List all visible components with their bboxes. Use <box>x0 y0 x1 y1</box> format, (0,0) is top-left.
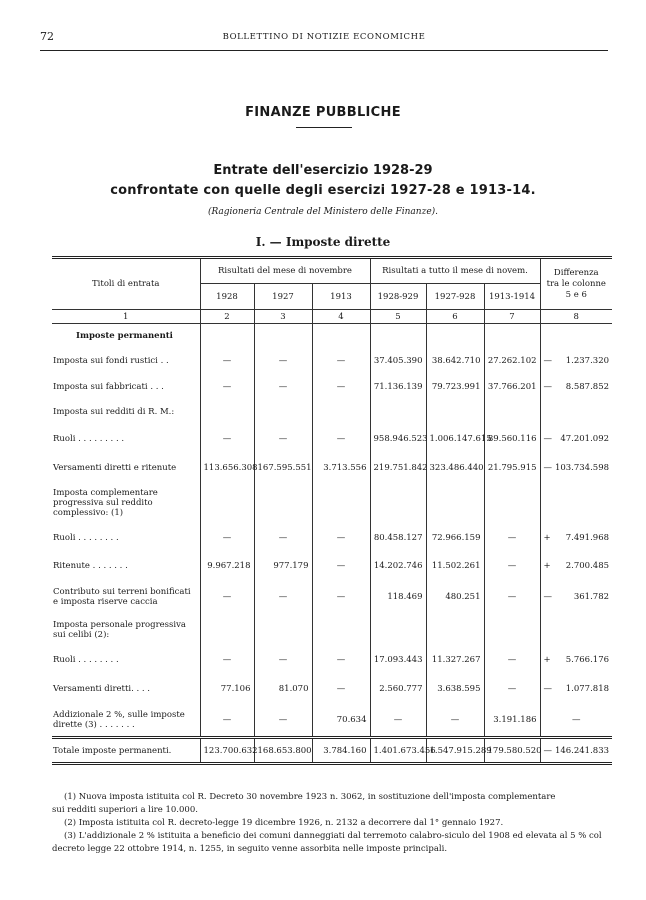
total-label: Totale imposte permanenti. <box>52 738 200 764</box>
cell-value: — <box>200 580 254 614</box>
cell-value: — <box>200 348 254 374</box>
cell-value: — <box>312 674 370 704</box>
total-value: 179.580.520 <box>484 738 540 764</box>
cell-value: — <box>254 348 312 374</box>
cell-value <box>254 482 312 524</box>
diff-value <box>544 684 610 694</box>
footnotes <box>52 791 612 856</box>
diff-cell <box>540 524 612 552</box>
diff-cell <box>540 704 612 738</box>
footnote-2: (2) Imposta istituita col R. decreto-legge 19 dicembre 1926, n. 2132 a decorrere dal 1° gennaio 1927. <box>64 818 504 828</box>
cell-value: 81.070 <box>254 674 312 704</box>
diff-sign: — <box>543 433 553 444</box>
cell-value <box>254 324 312 348</box>
cell-value: — <box>312 424 370 454</box>
row-label: Versamenti diretti. . . . <box>53 683 150 694</box>
cell-value: — <box>484 646 540 674</box>
cell-value <box>254 400 312 424</box>
cell-value: — <box>426 704 484 738</box>
table-row <box>52 324 612 348</box>
footnote-1: (1) Nuova imposta istituita col R. Decreto 30 novembre 1923 n. 3062, in sostituzione dell'imposta complementare <box>64 792 556 802</box>
diff-amount: 8.587.852 <box>565 381 610 392</box>
diff-header-line3: 5 e 6 <box>565 289 587 300</box>
diff-amount: 103.734.598 <box>554 462 610 473</box>
row-label: Ruoli . . . . . . . . <box>53 532 119 543</box>
table-title-line2: confrontate con quelle degli esercizi 1927-28 e 1913-14. <box>110 183 536 198</box>
table-row <box>52 704 612 738</box>
cell-value: 37.766.201 <box>484 374 540 400</box>
cell-value: 113.656.308 <box>200 454 254 482</box>
row-label: Ritenute . . . . . . . <box>53 560 128 571</box>
row-label: Imposta personale progressiva sui celibi (2): <box>53 619 186 640</box>
table-row <box>52 400 612 424</box>
cell-value: — <box>200 524 254 552</box>
diff-sign: + <box>543 654 551 665</box>
cell-value: — <box>254 704 312 738</box>
cell-value: 1.006.147.615 <box>426 424 484 454</box>
total-value: 123.700.632 <box>200 738 254 764</box>
total-diff <box>544 746 610 756</box>
table-row <box>52 674 612 704</box>
cell-value: 167.595.551 <box>254 454 312 482</box>
cell-value: 89.560.116 <box>484 424 540 454</box>
cell-value: 3.638.595 <box>426 674 484 704</box>
diff-amount: 2.700.485 <box>565 560 610 571</box>
cell-value: — <box>484 524 540 552</box>
table-body <box>52 324 612 764</box>
cell-value: — <box>200 424 254 454</box>
total-value: 1.547.915.289 <box>426 738 484 764</box>
diff-header <box>540 258 612 310</box>
year-header: 1928 <box>200 284 254 310</box>
cell-value <box>426 400 484 424</box>
cell-value <box>484 400 540 424</box>
cell-value <box>426 482 484 524</box>
section-title: FINANZE PUBBLICHE <box>245 105 401 120</box>
diff-sign: — <box>543 381 553 392</box>
cell-value: 79.723.991 <box>426 374 484 400</box>
row-label: Imposta complementare progressiva sul reddito complessivo: (1) <box>53 487 158 518</box>
diff-amount: 1.237.320 <box>565 355 610 366</box>
total-diff-amount: 146.241.833 <box>554 745 610 756</box>
cell-value: 27.262.102 <box>484 348 540 374</box>
col-number: 8 <box>540 310 612 324</box>
cell-value <box>312 324 370 348</box>
cell-value: — <box>312 580 370 614</box>
cell-value <box>370 482 426 524</box>
diff-amount: 361.782 <box>573 591 610 602</box>
cell-value <box>312 614 370 646</box>
diff-value <box>544 434 610 444</box>
cell-value: — <box>254 646 312 674</box>
column-number-row <box>52 310 612 324</box>
cell-value: — <box>254 374 312 400</box>
diff-value <box>544 382 610 392</box>
cell-value: 118.469 <box>370 580 426 614</box>
diff-cell <box>540 374 612 400</box>
year-header: 1927 <box>254 284 312 310</box>
cell-value: 11.502.261 <box>426 552 484 580</box>
col-number: 4 <box>312 310 370 324</box>
cell-value <box>200 324 254 348</box>
diff-sign: — <box>543 462 553 473</box>
col-title-header: Titoli di entrata <box>52 258 200 310</box>
diff-cell <box>540 614 612 646</box>
diff-cell <box>540 580 612 614</box>
table-row <box>52 524 612 552</box>
diff-amount: — <box>572 714 581 725</box>
diff-amount: 5.766.176 <box>565 654 610 665</box>
cell-value <box>484 482 540 524</box>
row-label: Ruoli . . . . . . . . <box>53 654 119 665</box>
cell-value: 977.179 <box>254 552 312 580</box>
cell-value: 77.106 <box>200 674 254 704</box>
cell-value: 219.751.842 <box>370 454 426 482</box>
year-header: 1913-1914 <box>484 284 540 310</box>
row-label: Versamenti diretti e ritenute <box>53 462 177 473</box>
footnote-1-cont: sui redditi superiori a lire 10.000. <box>52 805 198 815</box>
cell-value: — <box>254 524 312 552</box>
revenue-table <box>52 256 612 765</box>
diff-amount: 1.077.818 <box>565 683 610 694</box>
group-total-header: Risultati a tutto il mese di novem. <box>370 258 540 284</box>
cell-value: — <box>370 704 426 738</box>
diff-value <box>544 561 610 571</box>
col-number: 5 <box>370 310 426 324</box>
table-row <box>52 646 612 674</box>
diff-cell <box>540 482 612 524</box>
col-number: 6 <box>426 310 484 324</box>
table-title-line1: Entrate dell'esercizio 1928-29 <box>213 163 433 178</box>
diff-sign: + <box>543 560 551 571</box>
part-title: I. — Imposte dirette <box>255 235 391 249</box>
table-row <box>52 552 612 580</box>
running-title: BOLLETTINO DI NOTIZIE ECONOMICHE <box>222 32 426 42</box>
diff-sign: — <box>543 355 553 366</box>
total-value: 3.784.160 <box>312 738 370 764</box>
cell-value: 3.713.556 <box>312 454 370 482</box>
row-label: Imposta sui fabbricati . . . <box>53 381 164 392</box>
cell-value <box>484 614 540 646</box>
cell-value: 323.486.440 <box>426 454 484 482</box>
cell-value: 480.251 <box>426 580 484 614</box>
year-header: 1913 <box>312 284 370 310</box>
cell-value <box>484 324 540 348</box>
cell-value <box>370 614 426 646</box>
diff-value <box>544 463 610 473</box>
diff-sign: — <box>543 591 553 602</box>
table-row <box>52 482 612 524</box>
cell-value: — <box>484 580 540 614</box>
cell-value <box>254 614 312 646</box>
total-diff-cell <box>540 738 612 764</box>
cell-value: 14.202.746 <box>370 552 426 580</box>
cell-value: 3.191.186 <box>484 704 540 738</box>
table-row <box>52 580 612 614</box>
year-header: 1927-928 <box>426 284 484 310</box>
diff-value <box>544 356 610 366</box>
total-row <box>52 738 612 764</box>
cell-value <box>426 614 484 646</box>
table-row <box>52 614 612 646</box>
diff-cell <box>540 454 612 482</box>
diff-cell <box>540 674 612 704</box>
cell-value: 37.405.390 <box>370 348 426 374</box>
running-header <box>40 30 608 46</box>
cell-value: — <box>200 374 254 400</box>
cell-value: — <box>254 424 312 454</box>
diff-value <box>544 533 610 543</box>
diff-amount: 7.491.968 <box>565 532 610 543</box>
diff-value <box>544 592 610 602</box>
table-row <box>52 424 612 454</box>
cell-value: — <box>484 552 540 580</box>
year-header: 1928-929 <box>370 284 426 310</box>
cell-value: — <box>312 374 370 400</box>
source-note: (Ragioneria Centrale del Ministero delle Finanze). <box>207 207 439 217</box>
row-label: Ruoli . . . . . . . . . <box>53 433 125 444</box>
diff-header-line1: Differenza <box>553 267 599 278</box>
cell-value: — <box>254 580 312 614</box>
cell-value <box>200 614 254 646</box>
diff-header-line2: tra le colonne <box>546 278 606 289</box>
row-label: Imposte permanenti <box>76 330 173 341</box>
cell-value: — <box>312 348 370 374</box>
cell-value <box>370 324 426 348</box>
diff-cell <box>540 424 612 454</box>
diff-amount: 47.201.092 <box>560 433 610 444</box>
footnote-3: (3) L'addizionale 2 % istituita a beneficio dei comuni danneggiati dal terremoto calabro-siculo del 1908 ed elevata al 5 % col decreto legge 22 ottobre 1914, n. 1255, in seguito venne assorbita nelle imposte principali. <box>52 831 602 854</box>
diff-cell <box>540 552 612 580</box>
cell-value: 80.458.127 <box>370 524 426 552</box>
diff-cell <box>540 646 612 674</box>
diff-sign: + <box>543 532 551 543</box>
table-row <box>52 374 612 400</box>
cell-value: 38.642.710 <box>426 348 484 374</box>
diff-sign: — <box>543 683 553 694</box>
cell-value: 11.327.267 <box>426 646 484 674</box>
cell-value: 17.093.443 <box>370 646 426 674</box>
col-number: 2 <box>200 310 254 324</box>
diff-cell <box>540 324 612 348</box>
cell-value: — <box>200 704 254 738</box>
row-label: Imposta sui fondi rustici . . <box>53 355 169 366</box>
total-value: 1.401.673.456 <box>370 738 426 764</box>
col-number: 7 <box>484 310 540 324</box>
cell-value: — <box>484 674 540 704</box>
cell-value <box>200 400 254 424</box>
cell-value: 71.136.139 <box>370 374 426 400</box>
cell-value: 958.946.523 <box>370 424 426 454</box>
diff-value <box>544 655 610 665</box>
cell-value: — <box>312 552 370 580</box>
page-number: 72 <box>40 30 54 43</box>
diff-cell <box>540 400 612 424</box>
cell-value <box>426 324 484 348</box>
cell-value: 70.634 <box>312 704 370 738</box>
group-month-header: Risultati del mese di novembre <box>200 258 370 284</box>
table-row <box>52 348 612 374</box>
cell-value: 2.560.777 <box>370 674 426 704</box>
cell-value: — <box>312 524 370 552</box>
cell-value: 9.967.218 <box>200 552 254 580</box>
row-label: Addizionale 2 %, sulle imposte dirette (3) . . . . . . . <box>53 709 185 730</box>
cell-value: 72.966.159 <box>426 524 484 552</box>
cell-value <box>312 400 370 424</box>
cell-value: — <box>312 646 370 674</box>
cell-value <box>312 482 370 524</box>
cell-value: 21.795.915 <box>484 454 540 482</box>
row-label: Contributo sui terreni bonificati e imposta riserve caccia <box>53 586 191 607</box>
cell-value: — <box>200 646 254 674</box>
cell-value <box>370 400 426 424</box>
total-diff-sign: — <box>543 745 553 756</box>
header-rule <box>40 50 608 51</box>
diff-cell <box>540 348 612 374</box>
diff-value <box>544 715 610 725</box>
col-number: 1 <box>52 310 200 324</box>
col-number: 3 <box>254 310 312 324</box>
cell-value <box>200 482 254 524</box>
table-row <box>52 454 612 482</box>
total-value: 168.653.800 <box>254 738 312 764</box>
section-title-rule <box>296 127 352 128</box>
row-label: Imposta sui redditi di R. M.: <box>53 406 175 417</box>
